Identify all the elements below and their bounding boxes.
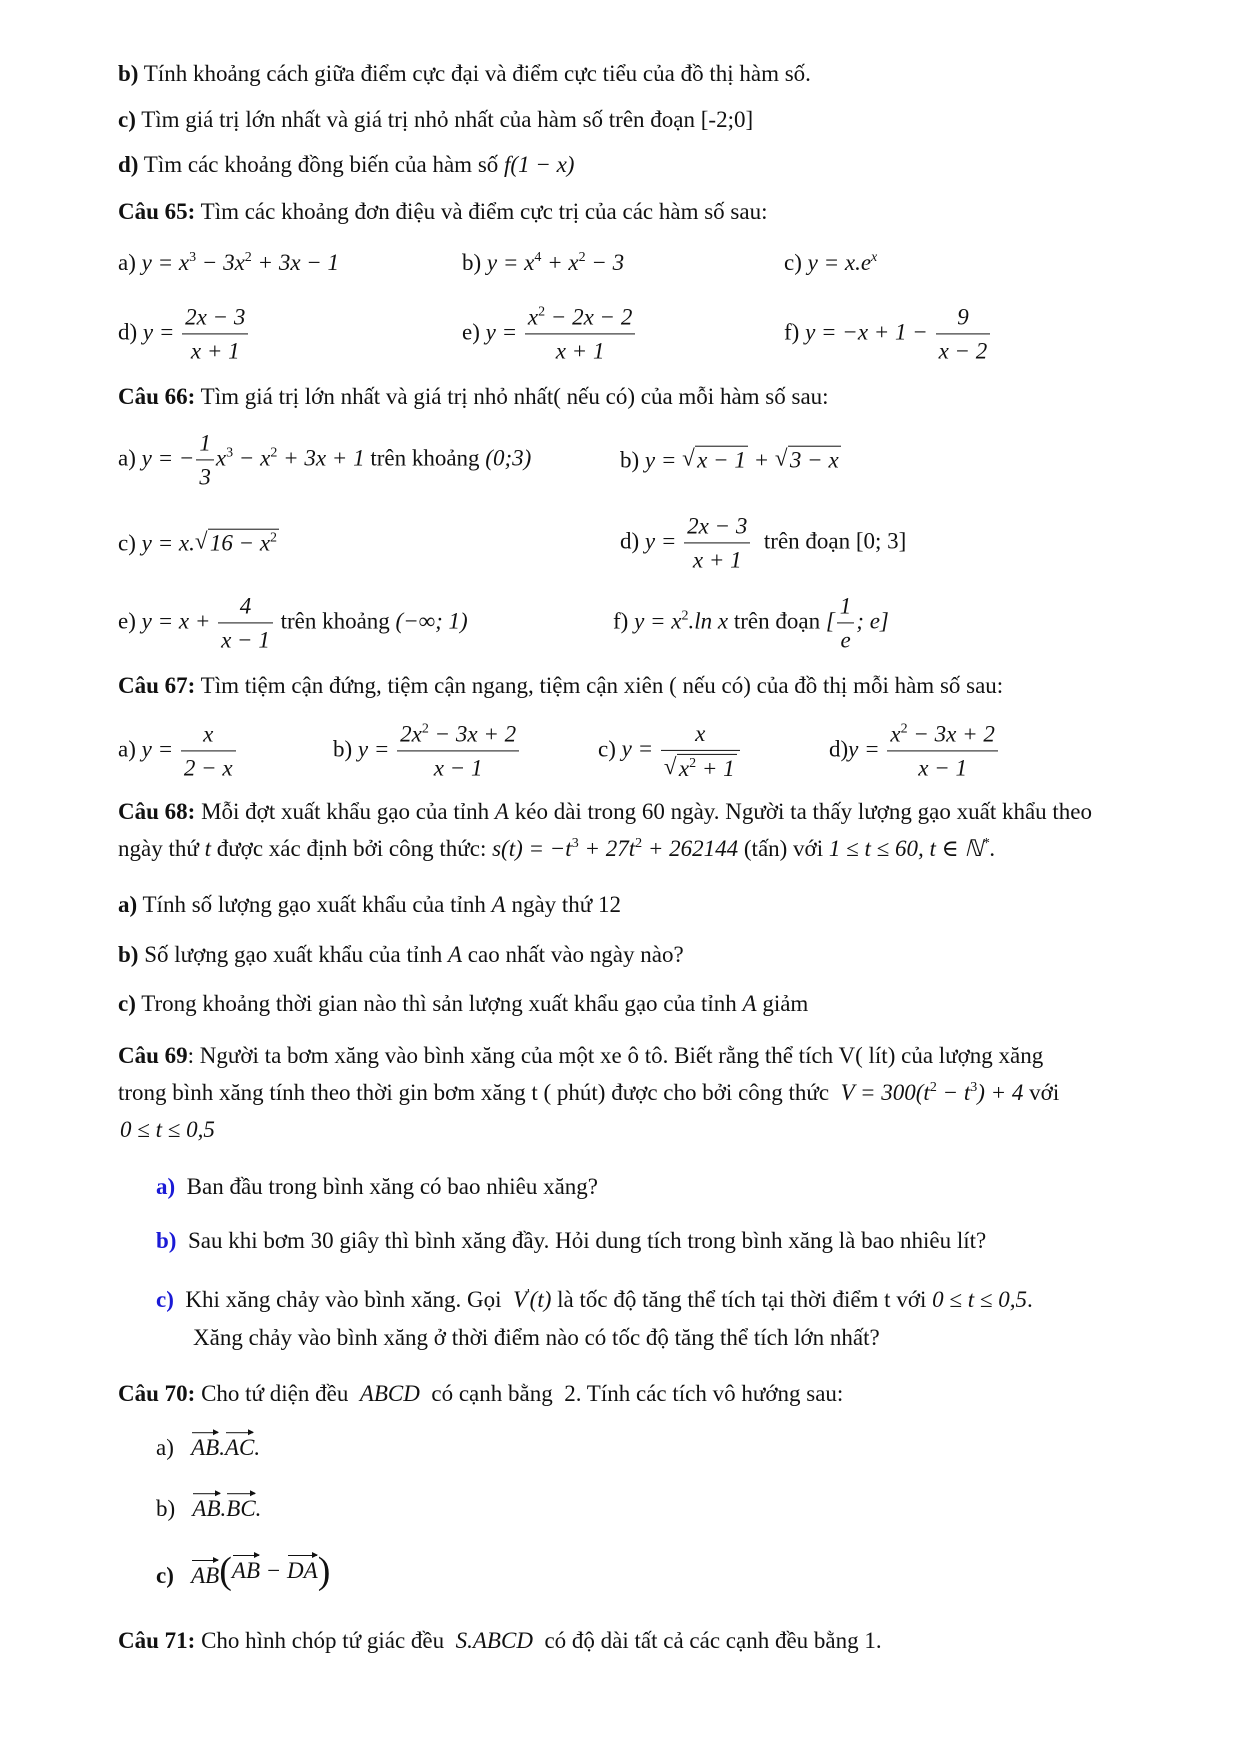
math-text: y = bbox=[142, 319, 181, 345]
denominator bbox=[218, 623, 273, 654]
math-text: 2x bbox=[400, 721, 422, 747]
math-text: (−∞; 1) bbox=[395, 608, 468, 634]
superscript: 2 bbox=[270, 530, 278, 546]
math-text: − 3x bbox=[196, 250, 245, 276]
item-label: b) bbox=[333, 736, 353, 762]
radicand bbox=[788, 446, 841, 475]
item-label: b) bbox=[620, 447, 640, 473]
math-text: A bbox=[447, 942, 463, 968]
square-root bbox=[664, 754, 737, 783]
formula bbox=[141, 593, 468, 652]
denominator bbox=[837, 623, 855, 654]
math-text: y = bbox=[644, 447, 683, 473]
math-text: − 3x + 2 bbox=[907, 721, 995, 747]
denominator bbox=[661, 751, 740, 783]
math-text: .ln x bbox=[688, 608, 729, 634]
math-text: x bbox=[203, 721, 214, 747]
math-text: − 3x + 2 bbox=[428, 721, 517, 747]
q65-item-a bbox=[118, 249, 339, 277]
text-run: Sau khi bơm 30 giây thì bình xăng đầy. Hỏi dung tích trong bình xăng là bao nhiêu lít? bbox=[187, 1228, 987, 1254]
math-text: 3 − x bbox=[789, 447, 839, 473]
formula bbox=[487, 250, 624, 275]
item-label: d) bbox=[620, 528, 640, 554]
math-text: 0 ≤ t ≤ 0,5 bbox=[120, 1117, 215, 1143]
math-text: y = bbox=[644, 528, 683, 554]
math-text: − 2x − 2 bbox=[545, 304, 633, 330]
superscript: 3 bbox=[189, 250, 197, 266]
text-run: ngày thứ 12 bbox=[505, 892, 622, 918]
math-text: + bbox=[747, 447, 775, 473]
text-run: Số lượng gạo xuất khẩu của tỉnh bbox=[138, 942, 448, 968]
math-text: . bbox=[219, 1435, 225, 1461]
numerator bbox=[661, 720, 740, 751]
superscript: 2 bbox=[900, 721, 908, 737]
text-run: (tấn) với bbox=[738, 836, 829, 862]
math-text: + 3x + 1 bbox=[277, 445, 365, 471]
text-run: trong bình xăng tính theo thời gin bơm xăng t ( phút) được cho bởi công thức bbox=[118, 1080, 841, 1106]
q69-item-c bbox=[156, 1286, 1033, 1314]
fraction bbox=[218, 592, 273, 653]
vector: DA bbox=[287, 1558, 318, 1584]
item-label: e) bbox=[118, 608, 136, 634]
denominator bbox=[525, 334, 635, 365]
formula bbox=[357, 721, 521, 780]
q67-item-b bbox=[333, 720, 521, 781]
item-label: b) bbox=[156, 1228, 177, 1254]
question-69-line3 bbox=[120, 1116, 215, 1144]
math-text: x bbox=[695, 720, 706, 746]
item-label: c) bbox=[118, 107, 136, 133]
math-text: x + 1 bbox=[555, 338, 605, 363]
item-label: d) bbox=[829, 736, 849, 762]
math-text: − bbox=[260, 1558, 288, 1584]
math-text: − t bbox=[936, 1080, 971, 1106]
math-text: ABCD bbox=[359, 1381, 420, 1407]
q70-item-c bbox=[156, 1552, 330, 1590]
formula bbox=[191, 1550, 331, 1592]
math-text: + 27t bbox=[578, 836, 636, 862]
item-text: Tìm các khoảng đồng biến của hàm số bbox=[138, 152, 505, 178]
q65-item-e bbox=[462, 303, 637, 364]
q65-item-b bbox=[462, 249, 624, 277]
denominator bbox=[936, 334, 991, 365]
text-run: . bbox=[1027, 1287, 1033, 1313]
numerator bbox=[397, 720, 519, 751]
text-run: giảm bbox=[756, 991, 809, 1017]
math-text: A bbox=[742, 991, 757, 1017]
superscript: 3 bbox=[226, 445, 234, 461]
item-label: a) bbox=[156, 1435, 174, 1461]
math-text: f(1 − x) bbox=[504, 152, 575, 178]
math-text: y = x.e bbox=[807, 250, 872, 276]
math-text: y = bbox=[621, 736, 659, 762]
q67-item-a bbox=[118, 720, 238, 781]
item-label: c) bbox=[118, 991, 136, 1017]
q67-item-d bbox=[829, 720, 1000, 781]
radicand bbox=[677, 754, 737, 783]
math-text: S.ABCD bbox=[455, 1628, 533, 1654]
text-run: Trong khoảng thời gian nào thì sản lượng xuất khẩu gạo của tỉnh bbox=[135, 991, 743, 1017]
math-text: 2x − 3 bbox=[687, 513, 748, 539]
math-text: y = −x + 1 − bbox=[805, 319, 934, 345]
item-label: b) bbox=[118, 942, 139, 968]
question-label: Câu 70: bbox=[118, 1381, 196, 1407]
math-text: . bbox=[220, 1496, 227, 1522]
square-root bbox=[682, 446, 748, 475]
math-text: x bbox=[890, 721, 901, 747]
math-text: A bbox=[491, 892, 506, 918]
question-text bbox=[118, 1080, 1059, 1105]
right-paren: ) bbox=[317, 1550, 331, 1592]
formula bbox=[141, 721, 238, 780]
math-text: y = bbox=[357, 736, 396, 762]
text-run: Cho hình chóp tứ giác đều bbox=[195, 1628, 456, 1654]
text-run: được xác định bởi công thức: bbox=[210, 836, 493, 862]
question-label: Câu 68: bbox=[118, 799, 196, 825]
question-71 bbox=[118, 1627, 882, 1655]
question-66 bbox=[118, 383, 829, 411]
item-text bbox=[187, 1174, 598, 1199]
question-text: Tìm tiệm cận đứng, tiệm cận ngang, tiệm cận xiên ( nếu có) của đồ thị mỗi hàm số sau: bbox=[195, 673, 1004, 699]
math-text: (t) bbox=[529, 1287, 552, 1313]
numerator bbox=[218, 592, 273, 623]
question-67 bbox=[118, 672, 1003, 700]
math-text: 3 bbox=[199, 464, 211, 489]
math-text: 16 − x bbox=[209, 530, 271, 556]
superscript: * bbox=[982, 836, 990, 852]
formula bbox=[142, 304, 250, 363]
fraction bbox=[661, 720, 740, 782]
text-run: Mỗi đợt xuất khẩu gạo của tỉnh bbox=[195, 799, 495, 825]
denominator bbox=[196, 460, 214, 491]
formula bbox=[142, 531, 279, 556]
math-text: − 3 bbox=[585, 250, 625, 276]
math-text: 0 ≤ t ≤ 0,5 bbox=[932, 1287, 1028, 1313]
math-text: + x bbox=[541, 250, 579, 276]
question-text bbox=[195, 799, 1092, 824]
fraction bbox=[887, 720, 997, 781]
item-label: b) bbox=[118, 61, 139, 87]
fraction bbox=[196, 429, 214, 490]
math-text: 1 ≤ t ≤ 60, t ∈ ℕ bbox=[828, 836, 983, 862]
item-label: e) bbox=[462, 319, 480, 345]
text-run: cao nhất vào ngày nào? bbox=[462, 942, 684, 968]
text-run: Khi xăng chảy vào bình xăng. Gọi bbox=[185, 1287, 514, 1313]
q69-item-c-line2 bbox=[193, 1324, 880, 1352]
question-label: Câu 67: bbox=[118, 673, 196, 699]
question-text bbox=[118, 836, 996, 861]
math-text: x bbox=[215, 445, 227, 471]
item-label: a) bbox=[118, 736, 136, 762]
item-label: d) bbox=[118, 152, 139, 178]
paren-content bbox=[232, 1557, 318, 1585]
denominator bbox=[397, 751, 519, 782]
math-text: ) + 4 bbox=[977, 1080, 1024, 1106]
question-text: Tìm các khoảng đơn điệu và điểm cực trị của các hàm số sau: bbox=[195, 199, 768, 225]
item-text bbox=[188, 1228, 986, 1253]
item-text: Xăng chảy vào bình xăng ở thời điểm nào có tốc độ tăng thể tích lớn nhất? bbox=[193, 1325, 880, 1351]
math-text: A bbox=[494, 799, 509, 825]
item-label: c) bbox=[156, 1563, 174, 1588]
item-label: b) bbox=[462, 250, 482, 276]
denominator bbox=[684, 543, 750, 574]
superscript: 2 bbox=[929, 1080, 937, 1096]
math-text: V = 300(t bbox=[840, 1080, 930, 1106]
item-label: a) bbox=[118, 445, 136, 471]
q68-item-b bbox=[118, 941, 684, 969]
intro-b bbox=[118, 60, 811, 88]
math-text: x bbox=[678, 755, 690, 781]
math-text: 4 bbox=[239, 593, 252, 619]
text-run: trên đoạn [0; 3] bbox=[752, 528, 907, 554]
question-text bbox=[195, 1628, 881, 1653]
math-text: y = x bbox=[634, 608, 682, 634]
math-text: (0;3) bbox=[485, 445, 532, 471]
q66-item-d bbox=[620, 512, 906, 573]
math-text: y = x. bbox=[141, 530, 195, 556]
item-label: f) bbox=[784, 319, 800, 345]
math-text: + 1 bbox=[696, 755, 735, 781]
formula bbox=[142, 250, 339, 275]
item-label: a) bbox=[156, 1174, 176, 1200]
formula bbox=[848, 721, 1000, 780]
formula bbox=[644, 513, 907, 572]
formula bbox=[191, 1435, 260, 1460]
vector: BC bbox=[226, 1496, 256, 1522]
q70-item-a bbox=[156, 1434, 260, 1462]
math-text: s(t) = −t bbox=[492, 836, 572, 862]
formula bbox=[120, 1117, 215, 1142]
formula bbox=[504, 152, 574, 177]
superscript: 2 bbox=[689, 755, 697, 771]
text-run: là tốc độ tăng thể tích tại thời điểm t với bbox=[551, 1287, 933, 1313]
question-68-line2 bbox=[118, 835, 996, 863]
denominator bbox=[887, 751, 997, 782]
item-text bbox=[138, 942, 683, 967]
vector: AB bbox=[191, 1435, 220, 1461]
item-label: f) bbox=[613, 608, 629, 634]
question-70 bbox=[118, 1380, 843, 1408]
superscript: 2 bbox=[681, 608, 689, 624]
math-text: [ bbox=[825, 608, 835, 634]
numerator bbox=[181, 720, 236, 751]
question-text: : Người ta bơm xăng vào bình xăng của một xe ô tô. Biết rằng thể tích V( lít) của lượng xăng bbox=[187, 1043, 1044, 1069]
math-text: + 262144 bbox=[642, 836, 739, 862]
q68-item-a bbox=[118, 891, 621, 919]
formula bbox=[645, 448, 841, 473]
text-run: kéo dài trong 60 ngày. Người ta thấy lượng gạo xuất khẩu theo bbox=[508, 799, 1093, 825]
q66-item-a bbox=[118, 429, 531, 490]
question-label: Câu 69 bbox=[118, 1043, 188, 1069]
question-label: Câu 65: bbox=[118, 199, 196, 225]
item-label: d) bbox=[118, 319, 138, 345]
item-text bbox=[185, 1287, 1032, 1312]
item-label: c) bbox=[598, 736, 616, 762]
math-text: y = − bbox=[141, 445, 195, 471]
item-text bbox=[136, 991, 808, 1016]
math-text: 1 bbox=[839, 593, 852, 619]
intro-d bbox=[118, 151, 574, 179]
fraction bbox=[936, 303, 991, 364]
math-text: + 3x − 1 bbox=[251, 250, 340, 276]
q67-item-c bbox=[598, 720, 742, 782]
math-text: y = bbox=[485, 319, 523, 345]
numerator bbox=[684, 512, 750, 543]
denominator bbox=[181, 751, 236, 782]
superscript: 3 bbox=[970, 1080, 978, 1096]
item-label: c) bbox=[118, 530, 136, 556]
superscript: 2 bbox=[578, 250, 586, 266]
math-text: 2x − 3 bbox=[185, 304, 246, 330]
math-text: . bbox=[989, 836, 996, 862]
math-text: x − 1 bbox=[221, 627, 270, 652]
q66-item-b bbox=[620, 446, 841, 475]
text-run: Tính số lượng gạo xuất khẩu của tỉnh bbox=[137, 892, 492, 918]
fraction bbox=[397, 720, 519, 781]
q66-item-e bbox=[118, 592, 468, 653]
square-root bbox=[195, 529, 279, 558]
math-text: x + 1 bbox=[692, 547, 742, 572]
fraction bbox=[182, 303, 248, 364]
math-text: y = x bbox=[486, 250, 535, 276]
item-label: a) bbox=[118, 892, 138, 918]
formula bbox=[805, 304, 992, 363]
vector: AB bbox=[231, 1558, 260, 1584]
formula bbox=[634, 593, 889, 652]
math-text: . bbox=[255, 1496, 262, 1522]
math-text: e bbox=[840, 627, 851, 652]
question-text bbox=[195, 1381, 843, 1406]
superscript: 4 bbox=[534, 250, 542, 266]
intro-c bbox=[118, 106, 753, 134]
text-run: với bbox=[1023, 1080, 1060, 1106]
math-text: x bbox=[527, 304, 539, 330]
item-text bbox=[137, 892, 621, 917]
item-text: Tính khoảng cách giữa điểm cực đại và điểm cực tiểu của đồ thị hàm số. bbox=[138, 61, 811, 87]
q70-item-b bbox=[156, 1495, 261, 1523]
formula bbox=[485, 304, 638, 363]
question-label: Câu 66: bbox=[118, 384, 196, 410]
denominator bbox=[182, 334, 248, 365]
numerator bbox=[887, 720, 997, 751]
text-run: ngày thứ bbox=[118, 836, 205, 862]
math-text: x − 2 bbox=[938, 338, 988, 363]
q66-item-c bbox=[118, 529, 279, 558]
superscript: 2 bbox=[244, 250, 252, 266]
fraction bbox=[181, 720, 236, 781]
math-text: V bbox=[513, 1287, 528, 1313]
text-run: trên khoảng bbox=[274, 608, 396, 634]
math-text: x + 1 bbox=[190, 338, 240, 363]
q69-item-b bbox=[156, 1227, 986, 1255]
math-text: y = bbox=[848, 736, 886, 762]
numerator bbox=[182, 303, 248, 334]
fraction bbox=[837, 592, 855, 653]
math-text: x − 1 bbox=[697, 447, 746, 473]
superscript: x bbox=[871, 250, 878, 266]
q65-item-f bbox=[784, 303, 992, 364]
math-text: y = bbox=[141, 736, 179, 762]
q65-item-c bbox=[784, 249, 877, 277]
math-text: 9 bbox=[957, 304, 969, 330]
question-69-line2 bbox=[118, 1079, 1059, 1107]
math-text: . bbox=[254, 1435, 261, 1461]
left-paren: ( bbox=[219, 1550, 232, 1592]
superscript: 2 bbox=[421, 721, 429, 737]
vector: AB bbox=[192, 1496, 221, 1522]
vector: AC bbox=[224, 1435, 255, 1461]
text-run: Cho tứ diện đều bbox=[195, 1381, 360, 1407]
numerator bbox=[837, 592, 855, 623]
item-label: a) bbox=[118, 250, 136, 276]
text-run: Ban đầu trong bình xăng có bao nhiêu xăng? bbox=[186, 1174, 599, 1200]
superscript: ' bbox=[527, 1287, 530, 1303]
text-run: có độ dài tất cả các cạnh đều bằng 1. bbox=[532, 1628, 882, 1654]
formula bbox=[621, 720, 742, 781]
math-text: 1 bbox=[199, 430, 211, 456]
superscript: 2 bbox=[635, 836, 643, 852]
question-text: Tìm giá trị lớn nhất và giá trị nhỏ nhất( nếu có) của mỗi hàm số sau: bbox=[195, 384, 829, 410]
item-text: Tìm giá trị lớn nhất và giá trị nhỏ nhất của hàm số trên đoạn [-2;0] bbox=[135, 107, 754, 133]
text-run: trên khoảng bbox=[364, 445, 486, 471]
superscript: 3 bbox=[571, 836, 579, 852]
text-run: trên đoạn bbox=[728, 608, 826, 634]
fraction bbox=[684, 512, 750, 573]
math-text: x − 1 bbox=[918, 755, 967, 780]
math-text: x − 1 bbox=[433, 755, 483, 780]
formula bbox=[808, 250, 878, 275]
q65-item-d bbox=[118, 303, 250, 364]
numerator bbox=[525, 303, 635, 334]
math-text: t bbox=[204, 836, 211, 862]
radicand bbox=[695, 446, 748, 475]
math-text: y = x bbox=[141, 250, 190, 276]
radicand bbox=[208, 529, 279, 558]
q69-item-a bbox=[156, 1173, 598, 1201]
math-text: ; e] bbox=[856, 608, 889, 634]
numerator bbox=[936, 303, 991, 334]
question-69 bbox=[118, 1042, 1043, 1070]
q68-item-c bbox=[118, 990, 808, 1018]
superscript: 2 bbox=[270, 445, 278, 461]
vector: AB bbox=[191, 1563, 220, 1588]
question-label: Câu 71: bbox=[118, 1628, 196, 1654]
item-label: b) bbox=[156, 1496, 176, 1522]
math-text: y = x + bbox=[141, 608, 217, 634]
math-text: 2 − x bbox=[183, 755, 233, 780]
square-root bbox=[775, 446, 841, 475]
text-run: có cạnh bằng 2. Tính các tích vô hướng sau: bbox=[419, 1381, 844, 1407]
superscript: 2 bbox=[538, 304, 546, 320]
question-65 bbox=[118, 198, 767, 226]
numerator bbox=[196, 429, 214, 460]
formula bbox=[192, 1496, 261, 1521]
fraction bbox=[525, 303, 635, 364]
item-label: c) bbox=[156, 1287, 174, 1313]
formula bbox=[141, 430, 532, 489]
q66-item-f bbox=[613, 592, 889, 653]
math-text: − x bbox=[233, 445, 271, 471]
question-68 bbox=[118, 798, 1092, 826]
item-label: c) bbox=[784, 250, 802, 276]
parentheses bbox=[219, 1552, 330, 1590]
